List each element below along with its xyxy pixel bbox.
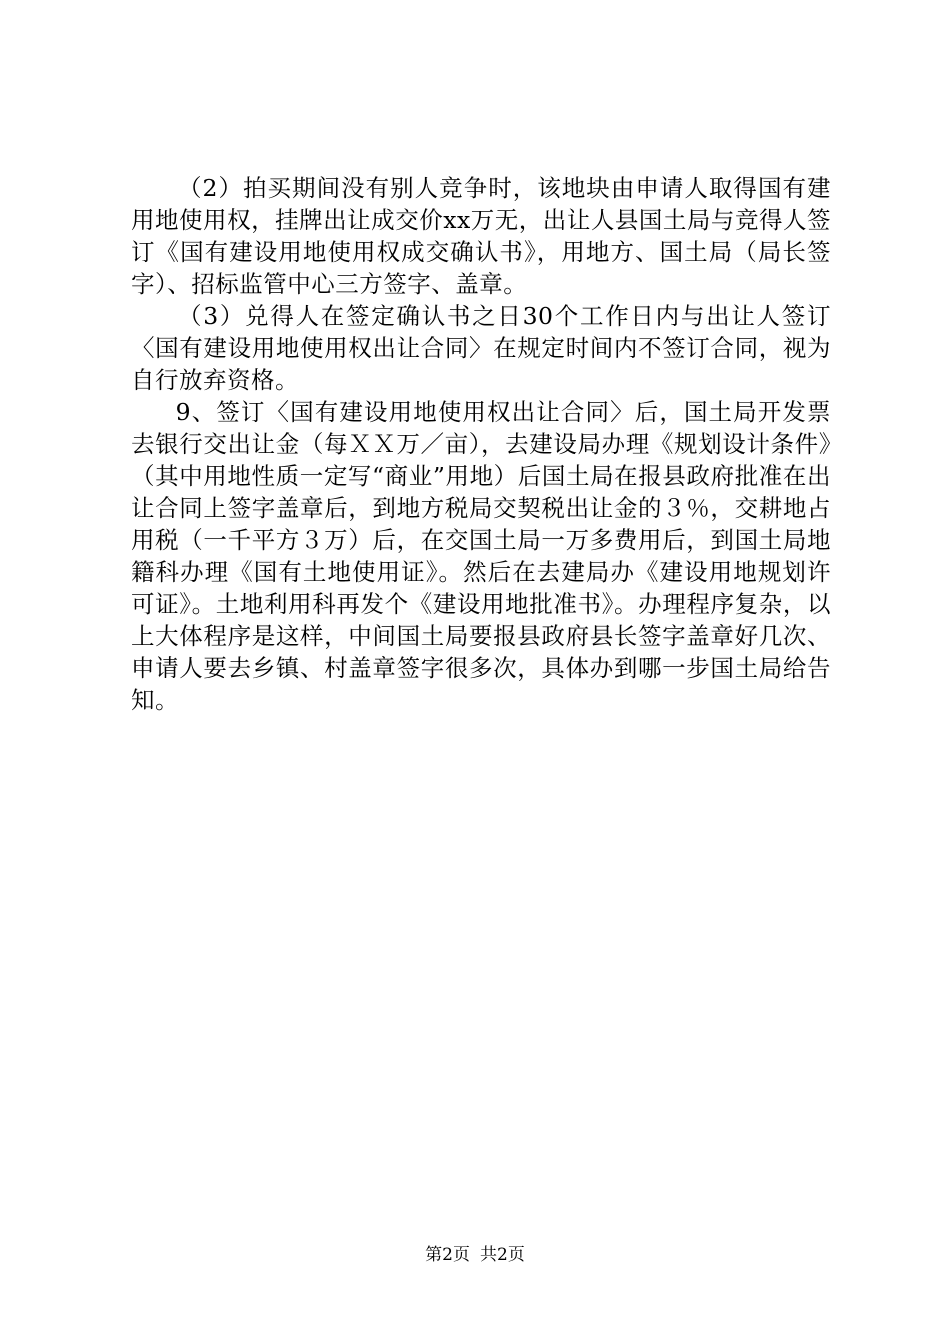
paragraph-auction-no-competition: （2）拍买期间没有别人竞争时，该地块由申请人取得国有建用地使用权，挂牌出让成交价xx万无，出让人县国土局与竞得人签订《国有建设用地使用权成交确认书》，用地方、国土局（局长签字）、招标监管中心三方签字、盖章。 (131, 174, 831, 298)
page-footer (0, 1244, 950, 1266)
paragraph-step-9: 9、签订〈国有建设用地使用权出让合同〉后，国土局开发票去银行交出让金（每ＸＸ万／亩），去建设局办理《规划设计条件》（其中用地性质一定写“商业”用地）后国土局在报县政府批准在出让合同上签字盖章后，到地方税局交契税出让金的３％，交耕地占用税（一千平方３万）后，在交国土局一万多费用后，到国土局地籍科办理《国有土地使用证》。然后在去建局办《建设用地规划许可证》。土地利用科再发个《建设用地批准书》。办理程序复杂，以上大体程序是这样，中间国土局要报县政府县长签字盖章好几次、申请人要去乡镇、村盖章签字很多次，具体办到哪一步国土局给告知。 (131, 398, 831, 714)
document-body (131, 172, 831, 716)
page-number: 第2页 (425, 1245, 470, 1265)
page-total: 共2页 (480, 1245, 525, 1265)
paragraph-contract-deadline: （3）兑得人在签定确认书之日30个工作日内与出让人签订〈国有建设用地使用权出让合同〉在规定时间内不签订合同，视为自行放弃资格。 (131, 302, 831, 394)
